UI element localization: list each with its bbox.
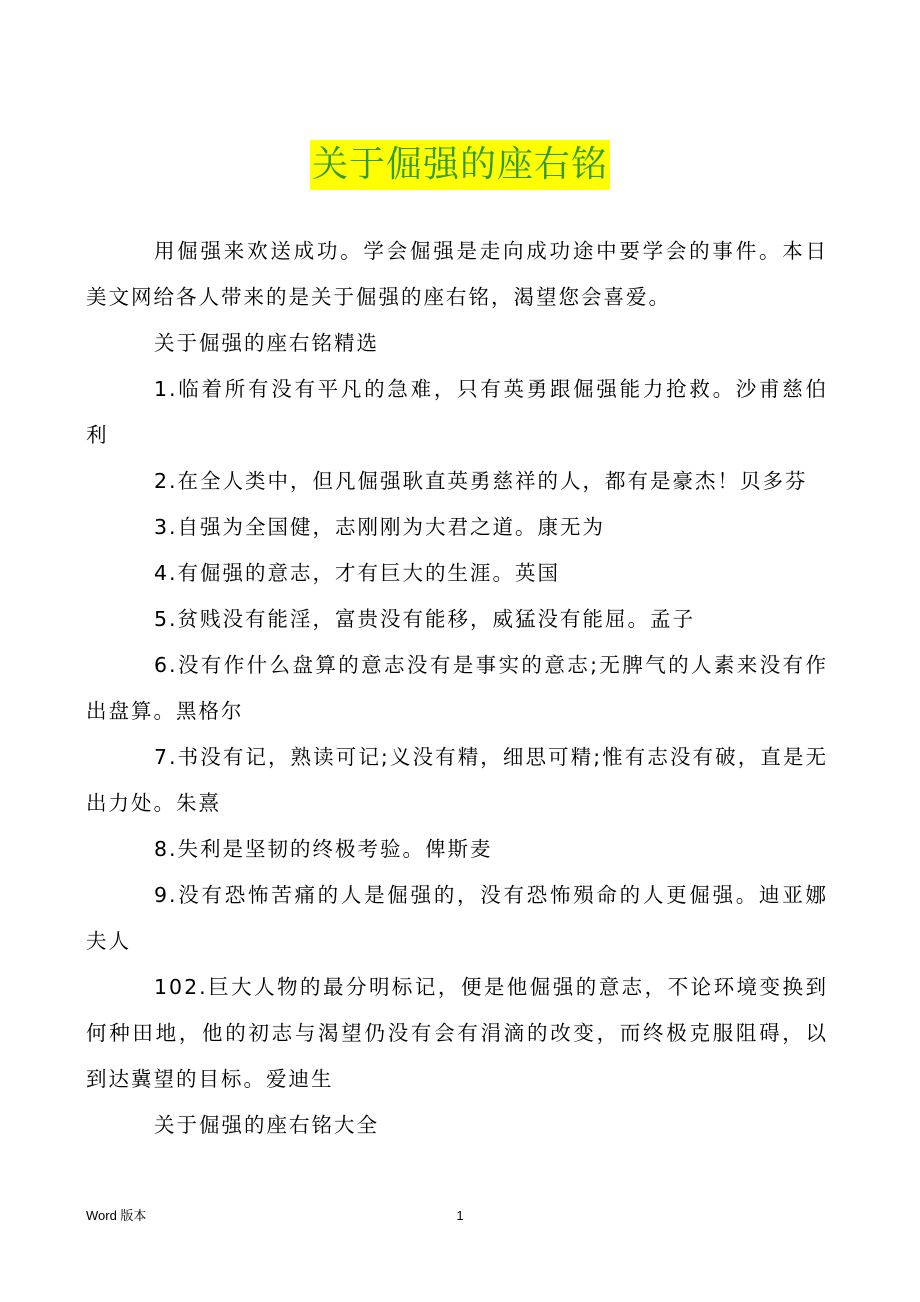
title-container xyxy=(0,140,920,190)
quote-item: 5.贫贱没有能淫，富贵没有能移，威猛没有能屈。孟子 xyxy=(154,607,696,631)
quote-item: 102.巨大人物的最分明标记，便是他倔强的意志，不论环境变换到何种田地，他的初志与渴望仍没有会有涓滴的改变，而终极克服阻碍，以到达冀望的目标。爱迪生 xyxy=(86,975,828,1091)
quote-item: 8.失利是坚韧的终极考验。俾斯麦 xyxy=(154,837,493,861)
quote-item: 1.临着所有没有平凡的急难，只有英勇跟倔强能力抢救。沙甫慈伯利 xyxy=(86,377,828,447)
intro-paragraph: 用倔强来欢送成功。学会倔强是走向成功途中要学会的事件。本日美文网给各人带来的是关于倔强的座右铭，渴望您会喜爱。 xyxy=(86,239,828,309)
document-body xyxy=(86,228,828,1148)
footer-label: Word 版本 xyxy=(86,1208,147,1223)
section-heading: 关于倔强的座右铭精选 xyxy=(154,331,379,355)
quote-item: 6.没有作什么盘算的意志没有是事实的意志;无脾气的人素来没有作出盘算。黑格尔 xyxy=(86,653,828,723)
quote-item: 4.有倔强的意志，才有巨大的生涯。英国 xyxy=(154,561,561,585)
document-title: 关于倔强的座右铭 xyxy=(310,140,610,190)
quote-item: 9.没有恐怖苦痛的人是倔强的，没有恐怖殒命的人更倔强。迪亚娜夫人 xyxy=(86,883,828,953)
quote-item: 7.书没有记，熟读可记;义没有精，细思可精;惟有志没有破，直是无出力处。朱熹 xyxy=(86,745,828,815)
quote-item: 3.自强为全国健，志刚刚为大君之道。康无为 xyxy=(154,515,606,539)
page-number: 1 xyxy=(456,1208,464,1223)
section-heading: 关于倔强的座右铭大全 xyxy=(154,1113,379,1137)
quote-item: 2.在全人类中，但凡倔强耿直英勇慈祥的人，都有是豪杰！贝多芬 xyxy=(154,469,808,493)
